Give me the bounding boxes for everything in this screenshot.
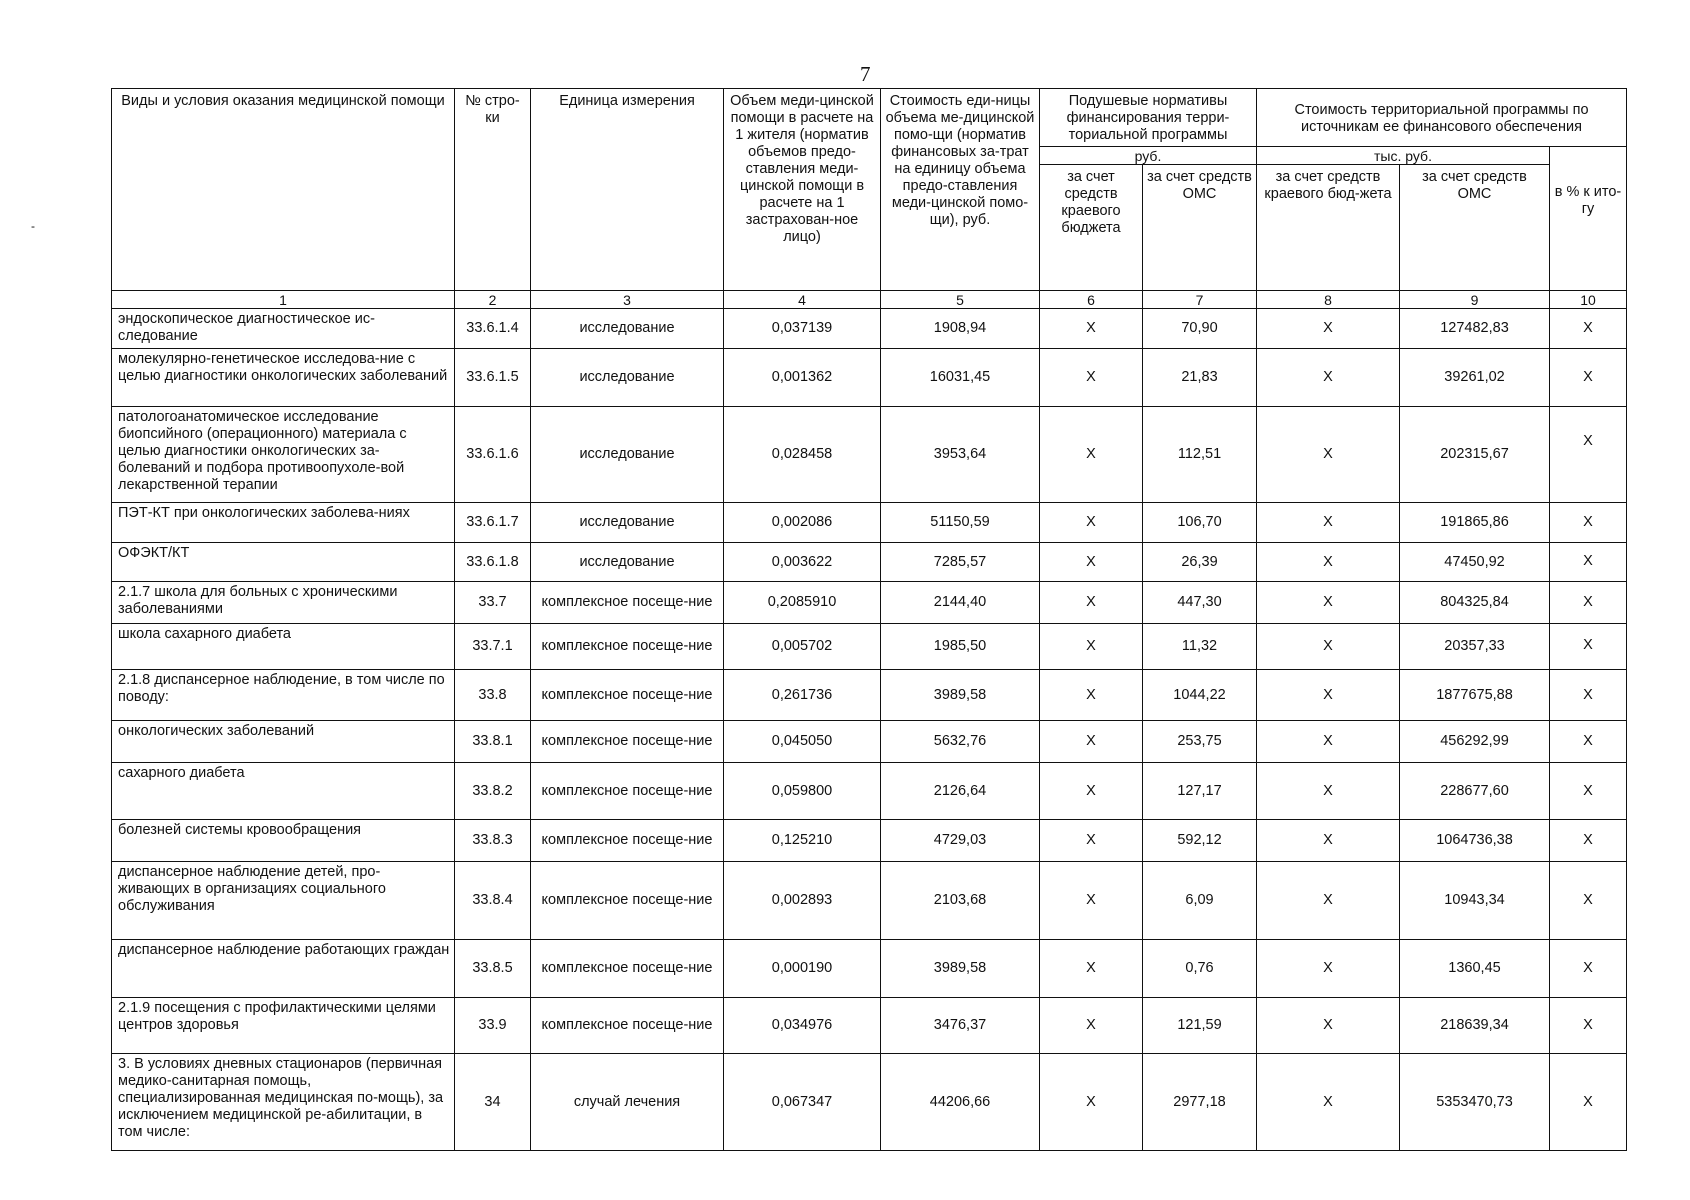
row-oms: 253,75 (1143, 721, 1257, 763)
row-unit: исследование (531, 349, 724, 407)
header-cost-regional-budget: за счет средств краевого бюд-жета (1257, 165, 1400, 291)
row-unit-cost: 7285,57 (881, 543, 1040, 582)
row-percent: X (1550, 820, 1627, 862)
row-regional-budget: X (1040, 998, 1143, 1054)
row-regional-budget: X (1040, 407, 1143, 503)
row-regional-budget: X (1040, 582, 1143, 624)
row-unit: комплексное посеще-ние (531, 582, 724, 624)
row-percent: X (1550, 998, 1627, 1054)
row-volume: 0,003622 (724, 543, 881, 582)
row-name: ПЭТ-КТ при онкологических заболева-ниях (112, 503, 455, 543)
row-line-number: 33.8.5 (455, 940, 531, 998)
table-row (112, 309, 1627, 349)
row-name: молекулярно-генетическое исследова-ние с целью диагностики онкологических заболеваний (112, 349, 455, 407)
header-kinds: Виды и условия оказания медицинской помощи (112, 89, 455, 291)
row-oms: 106,70 (1143, 503, 1257, 543)
header-regional-budget: за счет средств краевого бюджета (1040, 165, 1143, 291)
header-line-number: № стро-ки (455, 89, 531, 291)
row-percent: X (1550, 503, 1627, 543)
row-regional-budget: X (1040, 862, 1143, 940)
row-name: диспансерное наблюдение работающих граждан (112, 940, 455, 998)
row-percent: X (1550, 862, 1627, 940)
column-number: 6 (1040, 291, 1143, 309)
row-percent: X (1550, 349, 1627, 407)
header-percent: в % к ито-гу (1550, 147, 1627, 291)
column-number: 2 (455, 291, 531, 309)
row-unit: комплексное посеще-ние (531, 998, 724, 1054)
row-line-number: 33.8.3 (455, 820, 531, 862)
table-row (112, 349, 1627, 407)
row-oms: 127,17 (1143, 763, 1257, 820)
column-number: 10 (1550, 291, 1627, 309)
row-unit-cost: 2103,68 (881, 862, 1040, 940)
header-volume: Объем меди-цинской помощи в расчете на 1 жителя (норматив объемов предо-ставления меди-цинской помощи в расчете на 1 застрахован-ное лицо) (724, 89, 881, 291)
row-name: диспансерное наблюдение детей, про-живающих в организациях социального обслуживания (112, 862, 455, 940)
row-cost-oms: 191865,86 (1400, 503, 1550, 543)
row-percent: X (1550, 721, 1627, 763)
row-cost-oms: 202315,67 (1400, 407, 1550, 503)
row-oms: 592,12 (1143, 820, 1257, 862)
row-percent: X (1550, 543, 1627, 582)
row-line-number: 33.6.1.5 (455, 349, 531, 407)
row-regional-budget: X (1040, 940, 1143, 998)
row-unit-cost: 16031,45 (881, 349, 1040, 407)
row-oms: 21,83 (1143, 349, 1257, 407)
row-regional-budget: X (1040, 670, 1143, 721)
row-volume: 0,028458 (724, 407, 881, 503)
row-unit: комплексное посеще-ние (531, 820, 724, 862)
header-program-cost-unit: тыс. руб. (1257, 147, 1550, 165)
row-name: 2.1.7 школа для больных с хроническими заболеваниями (112, 582, 455, 624)
row-name: ОФЭКТ/КТ (112, 543, 455, 582)
table-row (112, 862, 1627, 940)
row-volume: 0,067347 (724, 1054, 881, 1151)
row-oms: 121,59 (1143, 998, 1257, 1054)
row-line-number: 33.8 (455, 670, 531, 721)
row-line-number: 33.7.1 (455, 624, 531, 670)
row-name: 2.1.8 диспансерное наблюдение, в том числе по поводу: (112, 670, 455, 721)
row-unit-cost: 3989,58 (881, 670, 1040, 721)
row-percent: X (1550, 624, 1627, 670)
row-unit: исследование (531, 407, 724, 503)
row-unit-cost: 1908,94 (881, 309, 1040, 349)
row-volume: 0,002893 (724, 862, 881, 940)
row-line-number: 33.8.4 (455, 862, 531, 940)
row-unit: исследование (531, 309, 724, 349)
row-cost-oms: 1877675,88 (1400, 670, 1550, 721)
table-row (112, 670, 1627, 721)
row-cost-regional-budget: X (1257, 940, 1400, 998)
row-cost-regional-budget: X (1257, 721, 1400, 763)
table-row (112, 582, 1627, 624)
row-volume: 0,261736 (724, 670, 881, 721)
row-cost-regional-budget: X (1257, 862, 1400, 940)
table-row (112, 503, 1627, 543)
table-row (112, 721, 1627, 763)
row-cost-oms: 456292,99 (1400, 721, 1550, 763)
column-number-row (112, 291, 1627, 309)
row-unit-cost: 5632,76 (881, 721, 1040, 763)
row-cost-oms: 228677,60 (1400, 763, 1550, 820)
row-cost-regional-budget: X (1257, 349, 1400, 407)
row-line-number: 34 (455, 1054, 531, 1151)
row-volume: 0,002086 (724, 503, 881, 543)
row-cost-regional-budget: X (1257, 1054, 1400, 1151)
row-unit-cost: 44206,66 (881, 1054, 1040, 1151)
row-oms: 1044,22 (1143, 670, 1257, 721)
column-number: 9 (1400, 291, 1550, 309)
column-number: 1 (112, 291, 455, 309)
row-regional-budget: X (1040, 820, 1143, 862)
column-number: 8 (1257, 291, 1400, 309)
row-line-number: 33.9 (455, 998, 531, 1054)
table-row (112, 940, 1627, 998)
row-unit: комплексное посеще-ние (531, 721, 724, 763)
page-number: 7 (860, 62, 871, 86)
row-unit-cost: 2144,40 (881, 582, 1040, 624)
row-name: эндоскопическое диагностическое ис-следование (112, 309, 455, 349)
row-regional-budget: X (1040, 543, 1143, 582)
row-cost-oms: 39261,02 (1400, 349, 1550, 407)
row-cost-oms: 1360,45 (1400, 940, 1550, 998)
row-oms: 0,76 (1143, 940, 1257, 998)
row-regional-budget: X (1040, 309, 1143, 349)
row-cost-regional-budget: X (1257, 407, 1400, 503)
table-row (112, 407, 1627, 503)
row-regional-budget: X (1040, 1054, 1143, 1151)
row-cost-oms: 1064736,38 (1400, 820, 1550, 862)
table-row (112, 998, 1627, 1054)
stray-mark: - (31, 219, 35, 233)
row-cost-regional-budget: X (1257, 582, 1400, 624)
row-cost-oms: 804325,84 (1400, 582, 1550, 624)
row-cost-oms: 47450,92 (1400, 543, 1550, 582)
row-cost-regional-budget: X (1257, 998, 1400, 1054)
table-row (112, 543, 1627, 582)
row-regional-budget: X (1040, 349, 1143, 407)
row-name: патологоанатомическое исследование биопсийного (операционного) материала с целью диагностики онкологических за-болеваний и подбора противоопухоле-вой лекарственной терапии (112, 407, 455, 503)
row-unit: комплексное посеще-ние (531, 763, 724, 820)
row-volume: 0,045050 (724, 721, 881, 763)
row-percent: X (1550, 407, 1627, 503)
header-program-cost: Стоимость территориальной программы по источникам ее финансового обеспечения (1257, 89, 1627, 147)
row-volume: 0,125210 (724, 820, 881, 862)
row-unit-cost: 51150,59 (881, 503, 1040, 543)
row-unit-cost: 4729,03 (881, 820, 1040, 862)
row-unit-cost: 1985,50 (881, 624, 1040, 670)
row-name: 2.1.9 посещения с профилактическими целями центров здоровья (112, 998, 455, 1054)
row-percent: X (1550, 670, 1627, 721)
table-row (112, 820, 1627, 862)
row-regional-budget: X (1040, 721, 1143, 763)
row-cost-regional-budget: X (1257, 309, 1400, 349)
header-oms: за счет средств ОМС (1143, 165, 1257, 291)
row-cost-regional-budget: X (1257, 820, 1400, 862)
row-unit: комплексное посеще-ние (531, 940, 724, 998)
row-oms: 11,32 (1143, 624, 1257, 670)
row-oms: 70,90 (1143, 309, 1257, 349)
row-cost-regional-budget: X (1257, 670, 1400, 721)
row-unit: комплексное посеще-ние (531, 862, 724, 940)
row-unit: комплексное посеще-ние (531, 624, 724, 670)
row-oms: 26,39 (1143, 543, 1257, 582)
row-name: школа сахарного диабета (112, 624, 455, 670)
row-oms: 112,51 (1143, 407, 1257, 503)
row-unit: случай лечения (531, 1054, 724, 1151)
column-number: 3 (531, 291, 724, 309)
row-volume: 0,2085910 (724, 582, 881, 624)
row-unit-cost: 3989,58 (881, 940, 1040, 998)
row-cost-oms: 20357,33 (1400, 624, 1550, 670)
row-line-number: 33.8.2 (455, 763, 531, 820)
row-volume: 0,005702 (724, 624, 881, 670)
table-row (112, 1054, 1627, 1151)
row-oms: 447,30 (1143, 582, 1257, 624)
row-name: онкологических заболеваний (112, 721, 455, 763)
row-unit: исследование (531, 503, 724, 543)
row-line-number: 33.6.1.7 (455, 503, 531, 543)
row-oms: 2977,18 (1143, 1054, 1257, 1151)
row-cost-oms: 127482,83 (1400, 309, 1550, 349)
row-volume: 0,059800 (724, 763, 881, 820)
row-cost-oms: 5353470,73 (1400, 1054, 1550, 1151)
row-unit: исследование (531, 543, 724, 582)
row-line-number: 33.6.1.6 (455, 407, 531, 503)
row-line-number: 33.8.1 (455, 721, 531, 763)
row-percent: X (1550, 763, 1627, 820)
row-percent: X (1550, 1054, 1627, 1151)
row-percent: X (1550, 582, 1627, 624)
medical-care-table (111, 88, 1627, 1151)
table-row (112, 763, 1627, 820)
row-percent: X (1550, 940, 1627, 998)
row-line-number: 33.6.1.4 (455, 309, 531, 349)
header-per-capita-unit: руб. (1040, 147, 1257, 165)
row-unit-cost: 2126,64 (881, 763, 1040, 820)
row-cost-oms: 10943,34 (1400, 862, 1550, 940)
row-cost-regional-budget: X (1257, 763, 1400, 820)
header-unit-cost: Стоимость еди-ницы объема ме-дицинской помо-щи (норматив финансовых за-трат на единицу объема предо-ставления меди-цинской помо-щи), руб. (881, 89, 1040, 291)
header-per-capita: Подушевые нормативы финансирования терри-ториальной программы (1040, 89, 1257, 147)
row-oms: 6,09 (1143, 862, 1257, 940)
row-cost-regional-budget: X (1257, 624, 1400, 670)
row-name: сахарного диабета (112, 763, 455, 820)
row-regional-budget: X (1040, 624, 1143, 670)
table-row (112, 624, 1627, 670)
row-unit-cost: 3953,64 (881, 407, 1040, 503)
row-cost-regional-budget: X (1257, 503, 1400, 543)
column-number: 4 (724, 291, 881, 309)
row-line-number: 33.7 (455, 582, 531, 624)
row-cost-regional-budget: X (1257, 543, 1400, 582)
row-name: болезней системы кровообращения (112, 820, 455, 862)
row-volume: 0,000190 (724, 940, 881, 998)
row-cost-oms: 218639,34 (1400, 998, 1550, 1054)
column-number: 7 (1143, 291, 1257, 309)
row-volume: 0,001362 (724, 349, 881, 407)
row-unit-cost: 3476,37 (881, 998, 1040, 1054)
row-line-number: 33.6.1.8 (455, 543, 531, 582)
column-number: 5 (881, 291, 1040, 309)
row-name: 3. В условиях дневных стационаров (первичная медико-санитарная помощь, специализированная медицинская по-мощь), за исключением медицинской ре-абилитации, в том числе: (112, 1054, 455, 1151)
row-volume: 0,037139 (724, 309, 881, 349)
row-volume: 0,034976 (724, 998, 881, 1054)
row-unit: комплексное посеще-ние (531, 670, 724, 721)
row-percent: X (1550, 309, 1627, 349)
row-regional-budget: X (1040, 503, 1143, 543)
header-unit: Единица измерения (531, 89, 724, 291)
row-regional-budget: X (1040, 763, 1143, 820)
header-cost-oms: за счет средств ОМС (1400, 165, 1550, 291)
